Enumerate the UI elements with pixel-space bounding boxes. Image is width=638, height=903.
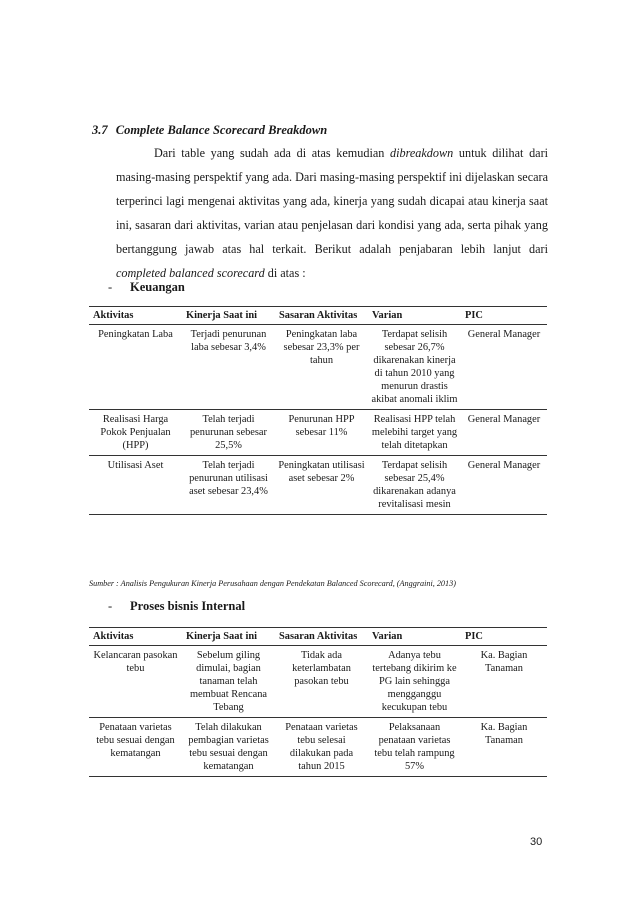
cell-kinerja: Terjadi penurunan laba sebesar 3,4% [182, 325, 275, 410]
internal-title: Proses bisnis Internal [130, 599, 246, 613]
intro-text-3: di atas : [267, 266, 306, 280]
cell-kinerja: Telah terjadi penurunan sebesar 25,5% [182, 410, 275, 456]
keuangan-heading [108, 280, 185, 295]
intro-text-2: untuk dilihat dari masing-masing perspektif yang ada. Dari masing-masing perspektif ini dijelaskan secara terperinci lagi mengenai aktivitas yang ada, kinerja yang sudah dicapai atau kinerja saat ini, sasaran dari aktivitas, varian atau penjelasan dari kondisi yang ada, serta pihak yang bertanggung jawab atas hal terkait. Berikut adalah penjabaran lebih lanjut dari [116, 146, 549, 256]
cell-kinerja: Telah dilakukan pembagian varietas tebu sesuai dengan kematangan [182, 718, 275, 777]
header-varian: Varian [368, 628, 461, 646]
header-kinerja: Kinerja Saat ini [182, 307, 275, 325]
page-number: 30 [530, 836, 543, 848]
cell-sasaran: Penataan varietas tebu selesai dilakukan pada tahun 2015 [275, 718, 368, 777]
bullet-dash: - [108, 280, 113, 294]
header-kinerja: Kinerja Saat ini [182, 628, 275, 646]
keuangan-table [89, 306, 547, 515]
cell-aktivitas: Realisasi Harga Pokok Penjualan (HPP) [89, 410, 182, 456]
cell-pic: Ka. Bagian Tanaman [461, 646, 547, 718]
cell-sasaran: Peningkatan utilisasi aset sebesar 2% [275, 456, 368, 515]
table-source: Sumber : Analisis Pengukuran Kinerja Perusahaan dengan Pendekatan Balanced Scorecard, (Anggraini, 2013) [89, 579, 456, 588]
cell-aktivitas: Kelancaran pasokan tebu [89, 646, 182, 718]
table-header-row [89, 628, 547, 646]
cell-varian: Adanya tebu tertebang dikirim ke PG lain sehingga mengganggu kecukupan tebu [368, 646, 461, 718]
intro-text-1: Dari table yang sudah ada di atas kemudian [154, 146, 385, 160]
cell-kinerja: Telah terjadi penurunan utilisasi aset sebesar 23,4% [182, 456, 275, 515]
intro-italic-1: dibreakdown [390, 146, 454, 160]
section-heading [92, 123, 327, 138]
cell-pic: Ka. Bagian Tanaman [461, 718, 547, 777]
internal-heading [108, 599, 245, 614]
cell-varian: Pelaksanaan penataan varietas tebu telah rampung 57% [368, 718, 461, 777]
cell-aktivitas: Peningkatan Laba [89, 325, 182, 410]
table-row [89, 646, 547, 718]
table-row [89, 325, 547, 410]
header-pic: PIC [461, 628, 547, 646]
cell-kinerja: Sebelum giling dimulai, bagian tanaman telah membuat Rencana Tebang [182, 646, 275, 718]
keuangan-title: Keuangan [130, 280, 185, 294]
bullet-dash: - [108, 599, 113, 613]
section-title: Complete Balance Scorecard Breakdown [115, 123, 328, 137]
table-row [89, 718, 547, 777]
cell-varian: Realisasi HPP telah melebihi target yang telah ditetapkan [368, 410, 461, 456]
header-sasaran: Sasaran Aktivitas [275, 628, 368, 646]
cell-sasaran: Peningkatan laba sebesar 23,3% per tahun [275, 325, 368, 410]
cell-pic: General Manager [461, 456, 547, 515]
cell-aktivitas: Utilisasi Aset [89, 456, 182, 515]
cell-varian: Terdapat selisih sebesar 25,4% dikarenakan adanya revitalisasi mesin [368, 456, 461, 515]
intro-italic-2: completed balanced scorecard [116, 266, 265, 280]
header-sasaran: Sasaran Aktivitas [275, 307, 368, 325]
cell-pic: General Manager [461, 410, 547, 456]
cell-pic: General Manager [461, 325, 547, 410]
cell-sasaran: Tidak ada keterlambatan pasokan tebu [275, 646, 368, 718]
internal-table [89, 627, 547, 777]
table-row [89, 410, 547, 456]
header-aktivitas: Aktivitas [89, 628, 182, 646]
header-pic: PIC [461, 307, 547, 325]
intro-paragraph [116, 141, 548, 285]
section-number: 3.7 [92, 123, 108, 137]
table-header-row [89, 307, 547, 325]
cell-varian: Terdapat selisih sebesar 26,7% dikarenakan kinerja di tahun 2010 yang menurun drastis akibat anomali iklim [368, 325, 461, 410]
cell-aktivitas: Penataan varietas tebu sesuai dengan kematangan [89, 718, 182, 777]
cell-sasaran: Penurunan HPP sebesar 11% [275, 410, 368, 456]
header-varian: Varian [368, 307, 461, 325]
header-aktivitas: Aktivitas [89, 307, 182, 325]
table-row [89, 456, 547, 515]
